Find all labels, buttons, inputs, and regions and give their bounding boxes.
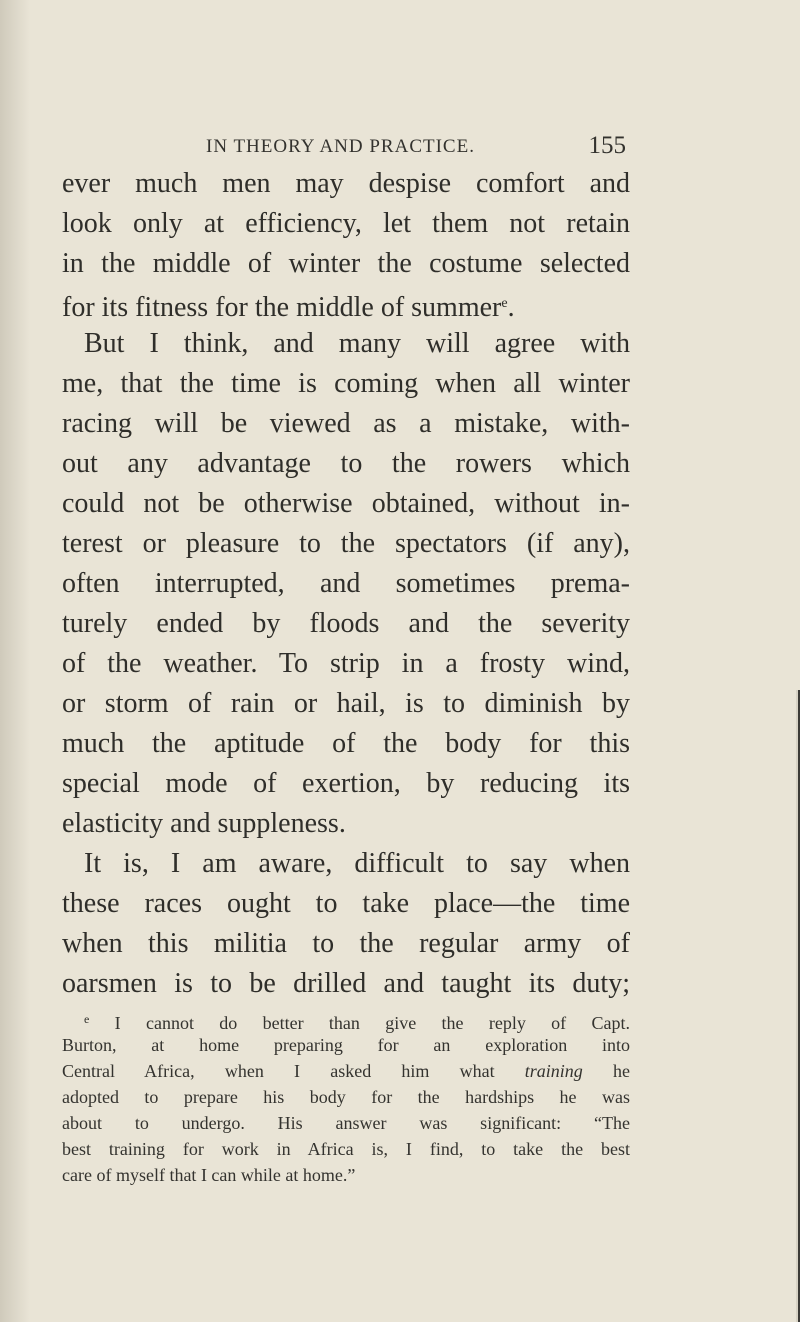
text-line-with-footnote-ref [62, 284, 630, 324]
running-head: IN THEORY AND PRACTICE. [206, 136, 475, 157]
footnote-line: Burton, at home preparing for an exploration into [62, 1035, 630, 1055]
text-line: racing will be viewed as a mistake, with- [62, 408, 630, 439]
text-line: or storm of rain or hail, is to diminish by [62, 688, 630, 719]
text-line: turely ended by floods and the severity [62, 608, 630, 639]
footnote-ref-mark[interactable]: e [501, 296, 508, 311]
text-line: often interrupted, and sometimes prema- [62, 568, 630, 599]
page-edge [790, 690, 800, 1322]
footnote-text: Central Africa, when I asked him what [62, 1061, 495, 1081]
text-line: for its fitness for the middle of summer [62, 292, 502, 323]
text-line: terest or pleasure to the spectators (if any), [62, 528, 630, 559]
text-line: out any advantage to the rowers which [62, 448, 630, 479]
text-line: much the aptitude of the body for this [62, 728, 630, 759]
text-line: elasticity and suppleness. [62, 808, 346, 839]
footnote-line: care of myself that I can while at home.” [62, 1165, 356, 1185]
text-line: in the middle of winter the costume selected [62, 248, 630, 279]
text-line: special mode of exertion, by reducing its [62, 768, 630, 799]
text-line: these races ought to take place—the time [62, 888, 630, 919]
footnote-text: he [613, 1061, 631, 1081]
page-header [206, 132, 626, 162]
gutter-shadow [0, 0, 30, 1322]
page-number: 155 [588, 132, 626, 159]
footnote-marker: e [84, 1012, 90, 1026]
footnote-ref-suffix: . [507, 292, 515, 323]
footnote-line: adopted to prepare his body for the hardships he was [62, 1087, 630, 1107]
footnote-italic-word: training [524, 1061, 583, 1081]
text-line: ever much men may despise comfort and [62, 168, 630, 199]
text-line: of the weather. To strip in a frosty wind, [62, 648, 630, 679]
text-line: look only at efficiency, let them not retain [62, 208, 630, 239]
paragraph-start-line: But I think, and many will agree with [84, 328, 630, 359]
text-line: when this militia to the regular army of [62, 928, 630, 959]
footnote-line: about to undergo. His answer was significant: “The [62, 1113, 630, 1133]
paragraph-start-line: It is, I am aware, difficult to say when [84, 848, 630, 879]
footnote-text: I cannot do better than give the reply of Capt. [114, 1013, 630, 1033]
text-line: oarsmen is to be drilled and taught its duty; [62, 968, 630, 999]
text-line: me, that the time is coming when all winter [62, 368, 630, 399]
footnote-line [84, 1006, 630, 1032]
footnote-line: best training for work in Africa is, I find, to take the best [62, 1139, 630, 1159]
footnote-line [62, 1058, 630, 1084]
text-line: could not be otherwise obtained, without in- [62, 488, 630, 519]
